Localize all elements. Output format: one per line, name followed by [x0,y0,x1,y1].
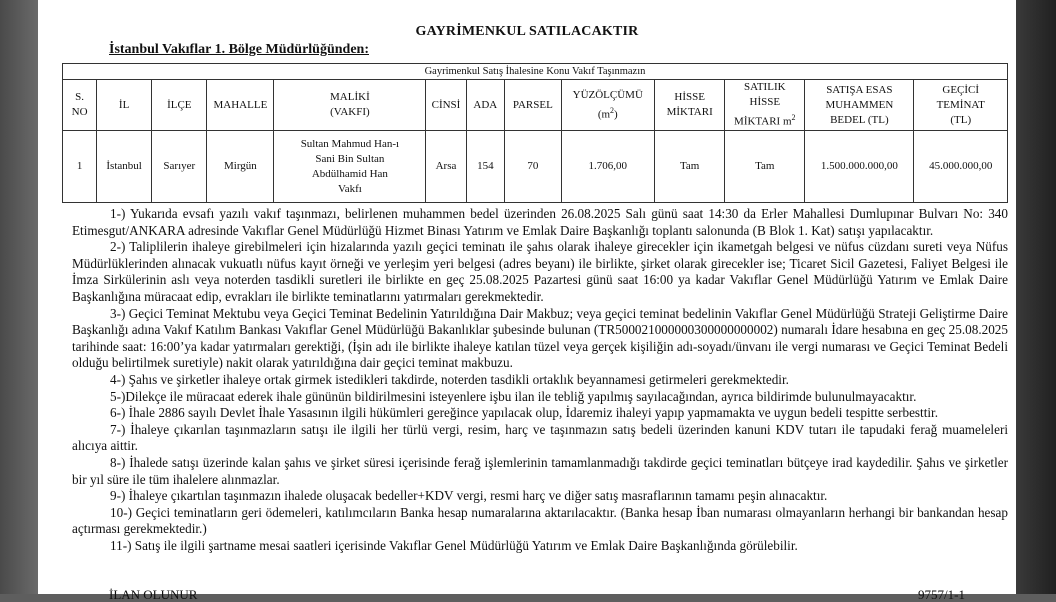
cell-ada: 154 [466,131,505,203]
document-title: GAYRİMENKUL SATILACAKTIR [415,24,639,39]
table-row [63,131,1008,203]
cell-ilce: Sarıyer [152,131,207,203]
header-satilik-hisse: SATILIK HİSSE MİKTARI $m^2$ [725,80,805,131]
cell-maliki: Sultan Mahmud Han-ı Sani Bin Sultan Abdülhamid Han Vakfı [274,131,426,203]
viewer-background-right [1016,0,1056,594]
cell-gecici-teminat: 45.000.000,00 [914,131,1008,203]
header-parsel: PARSEL [505,80,561,131]
paragraph-5: 5-)Dilekçe ile müracaat ederek ihale gününün bildirilmesini isteyenlere işbu ilan ile tebliğ yapılmış sayılacağından, ayrıca bildirimde bulunulmayacaktır. [110,388,917,404]
property-table [62,63,1008,203]
header-ilce: İLÇE [152,80,207,131]
closing-line: İLAN OLUNUR [109,587,198,602]
header-cinsi: CİNSİ [426,80,466,131]
cell-muhammen-bedel: 1.500.000.000,00 [805,131,914,203]
viewer-background-left [0,0,38,594]
cell-yuzolcumu: 1.706,00 [561,131,654,203]
table-header-row [63,80,1008,131]
paragraph-3: 3-) Geçici Teminat Mektubu veya Geçici Teminat Bedelinin Yatırıldığına Dair Makbuz; veya geçici teminat bedelinin Vakıflar Genel Müdürlüğü Strateji Geliştirme Daire Başkanlığı adına Vakıf Katılım Bankası Vakıflar Genel Müdürlüğü Bakanlıklar şubesinde bulunan (TR500021000000300000000002) numaralı İdare hesabına en geç 25.08.2025 tarihinde saat: 16:00’ya kadar yatırmaları gerektiği, (İşin adı ile birlikte ihaleye katılan tüzel veya gerçek kişiliğin adı-soyadı/ünvanı ile vergi numarası ve Geçici Teminat Bedeli olduğu belirtilmek suretiyle) nakit olarak yatırıldığına dair geçici teminat makbuzu. [72,305,1008,371]
header-sno: S. NO [63,80,97,131]
header-ada: ADA [466,80,505,131]
cell-satilik-hisse: Tam [725,131,805,203]
header-il: İL [97,80,152,131]
ad-reference-number: 9757/1-1 [918,587,965,602]
table-caption-row [63,64,1008,80]
cell-parsel: 70 [505,131,561,203]
paragraph-4: 4-) Şahıs ve şirketler ihaleye ortak girmek istedikleri takdirde, noterden tasdikli ortaklık beyannamesi getirmeleri gerekmektedir. [110,371,789,387]
paragraph-8: 8-) İhalede satışı üzerinde kalan şahıs ve şirket süresi içerisinde ferağ işlemlerinin tamamlanmadığı takdirde geçici teminatları bütçeye irad kaydedilir. Şahıs ve şirketler bir yıl süre ile tüm ihalelere alınmazlar. [72,454,1008,487]
header-yuzolcumu: YÜZÖLÇÜMÜ $(m^2)$ [561,80,654,131]
paragraph-1: 1-) Yukarıda evsafı yazılı vakıf taşınmazı, belirlenen muhammen bedel üzerinden 26.08.2025 Salı günü saat 14:30 da Erler Mahallesi Dumlupınar Bulvarı No: 340 Etimesgut/ANKARA adresinde Vakıflar Genel Müdürlüğü Hizmet Binası Yatırım ve Emlak Daire Başkanlığı toplantı salonunda (B Blok 1. Kat) satışı yapılacaktır. [72,206,1008,238]
paragraph-10: 10-) Geçici teminatların geri ödemeleri, katılımcıların Banka hesap numaralarına aktarılacaktır. (Banka hesap İban numarası olmayanların herhangi bir bankandan hesap açtırması gerekmektedir.) [72,504,1008,537]
header-mahalle: MAHALLE [207,80,274,131]
cell-il: İstanbul [97,131,152,203]
paragraph-11: 11-) Satış ile ilgili şartname mesai saatleri içerisinde Vakıflar Genel Müdürlüğü Yatırım ve Emlak Daire Başkanlığında görülebilir. [110,537,798,553]
header-muhammen-bedel: SATIŞA ESAS MUHAMMEN BEDEL (TL) [805,80,914,131]
cell-mahalle: Mirgün [207,131,274,203]
cell-sno: 1 [63,131,97,203]
header-maliki: MALİKİ (VAKFI) [274,80,426,131]
header-gecici-teminat: GEÇİCİ TEMİNAT (TL) [914,80,1008,131]
table-caption: Gayrimenkul Satış İhalesine Konu Vakıf Taşınmazın [63,64,1008,80]
header-hisse: HİSSE MİKTARI [655,80,725,131]
paragraph-7: 7-) İhaleye çıkarılan taşınmazların satışı ile ilgili her türlü vergi, resim, harç ve taşınmazın satış bedeli üzerinden kanuni KDV tutarı ile tapudaki ferağ muameleleri alıcıya aittir. [72,421,1008,454]
paragraph-6: 6-) İhale 2886 sayılı Devlet İhale Yasasının ilgili hükümleri gereğince yapılacak olup, İdaremiz ihaleyi yapıp yapmamakta ve uygun bedeli tespitte serbesttir. [110,405,939,421]
announcement-body [72,206,1008,554]
document-page[interactable] [38,0,1016,602]
issuer-heading: İstanbul Vakıflar 1. Bölge Müdürlüğünden: [109,42,369,57]
paragraph-2: 2-) Taliplilerin ihaleye girebilmeleri için hizalarında yazılı geçici teminatı ile şahıs olarak ihaleye girecekler için ikametgah belgesi ve nüfus cüzdanı sureti veya Nüfus Müdürlüklerinden alınacak vukuatlı nüfus kayıt örneği ve yerleşim yeri belgesi (adres beyanı) ile birlikte, şirket olarak girecekler ise; Ticaret Sicil Gazetesi, Faliyet Belgesi ile İmza Sirkülerinin aslı veya noterden tasdikli suretleri ile birlikte en geç 25.08.2025 Pazartesi günü saat 16:00 ya kadar Vakıflar Genel Müdürlüğü Yatırım ve Emlak Daire Başkanlığına müracaat edip, evrakları ile birlikte teminatlarını yatırmaları gerekmektedir. [72,239,1008,304]
cell-hisse: Tam [655,131,725,203]
paragraph-9: 9-) İhaleye çıkartılan taşınmazın ihalede oluşacak bedeller+KDV vergi, resmi harç ve diğer satış masraflarının tamamı peşin alınacaktır. [110,488,828,504]
cell-cinsi: Arsa [426,131,466,203]
